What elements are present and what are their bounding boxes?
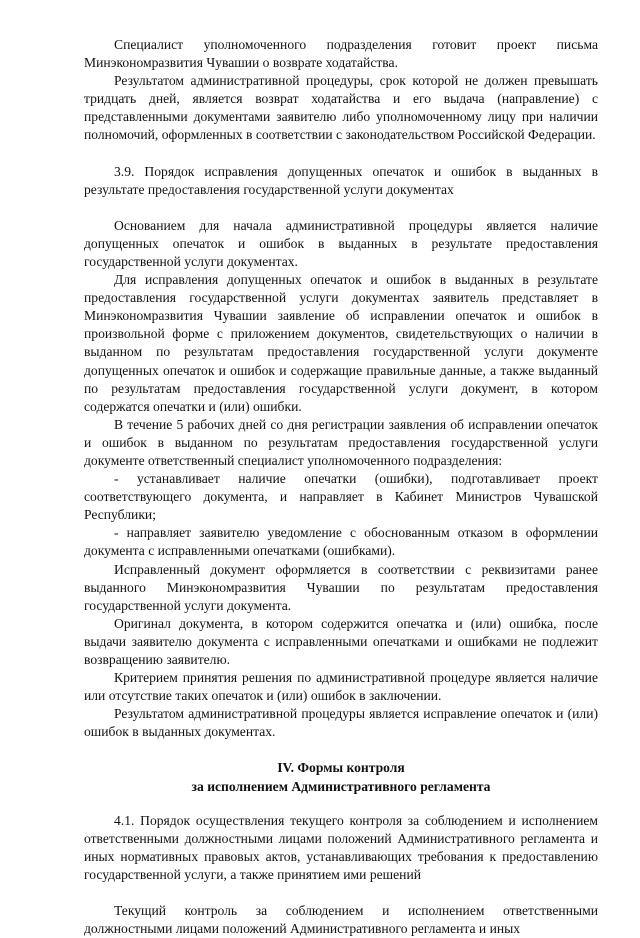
document-body <box>84 36 598 938</box>
paragraph-basis: Основанием для начала административной процедуры является наличие допущенных опечаток и ошибок в выданных в результате предоставления государственной услуги документах. <box>84 217 598 269</box>
paragraph-correction-request: Для исправления допущенных опечаток и ошибок в выданных в результате предоставления государственной услуги документах заявитель представляет в Минэкономразвития Чувашии заявление об исправлении опечаток и ошибок в произвольной форме с приложением документов, свидетельствующих о наличии в выданном по результатам предоставления государственной услуги документе допущенных опечаток и ошибок и содержащие правильные данные, а также выданный по результатам предоставления государственной услуги документ, в котором содержатся опечатки и (или) ошибки. <box>84 272 598 414</box>
list-item-refusal-notice: - направляет заявителю уведомление с обоснованным отказом в оформлении документа с исправленными опечатками (ошибками). <box>84 525 598 559</box>
paragraph-original-document: Оригинал документа, в котором содержится опечатка и (или) ошибка, после выдачи заявителю документа с исправленными опечатками и ошибками не подлежит возвращению заявителю. <box>84 615 598 667</box>
subsection-title-4-1: 4.1. Порядок осуществления текущего контроля за соблюдением и исполнением ответственными должностными лицами положений Административного регламента и иных нормативных правовых актов, устанавливающих требования к предоставлению государственной услуги, а также принятием ими решений <box>84 812 598 882</box>
subsection-title-3-9: 3.9. Порядок исправления допущенных опечаток и ошибок в выданных в результате предоставления государственной услуги документах <box>84 163 598 197</box>
section-heading-line-1: IV. Формы контроля <box>277 760 405 776</box>
paragraph-decision-criterion: Критерием принятия решения по административной процедуре является наличие или отсутствие таких опечаток и (или) ошибок в заключении. <box>84 670 598 704</box>
paragraph-return-result: Результатом административной процедуры, срок которой не должен превышать тридцать дней, является возврат ходатайства и его выдача (направление) с представленными документами заявителю либо уполномоченному лицу при наличии полномочий, оформленных в соответствии с законодательством Российской Федерации. <box>84 73 598 143</box>
paragraph-return-letter: Специалист уполномоченного подразделения готовит проект письма Минэкономразвития Чувашии о возврате ходатайства. <box>84 37 598 71</box>
paragraph-corrected-document: Исправленный документ оформляется в соответствии с реквизитами ранее выданного Минэкономразвития Чувашии по результатам предоставления государственной услуги документа. <box>84 561 598 613</box>
paragraph-five-days: В течение 5 рабочих дней со дня регистрации заявления об исправлении опечаток и ошибок в выданном по результатам предоставления государственной услуги документе ответственный специалист уполномоченного подразделения: <box>84 416 598 468</box>
paragraph-procedure-result: Результатом административной процедуры является исправление опечаток и (или) ошибок в выданных документах. <box>84 706 598 740</box>
paragraph-current-control: Текущий контроль за соблюдением и исполнением ответственными должностными лицами положений Административного регламента и иных <box>84 903 598 937</box>
list-item-establish-typo: - устанавливает наличие опечатки (ошибки), подготавливает проект соответствующего документа, и направляет в Кабинет Министров Чувашской Республики; <box>84 471 598 523</box>
section-heading-line-2: за исполнением Административного регламента <box>191 778 491 794</box>
